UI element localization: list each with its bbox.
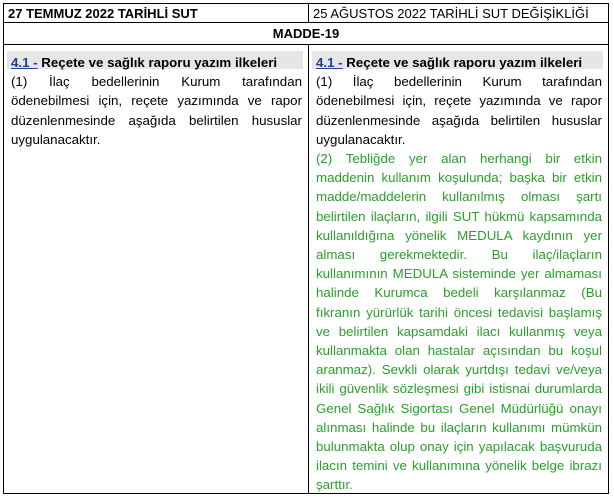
- new-paragraph-1: (1) İlaç bedellerinin Kurum tarafından ödenebilmesi için, reçete yazımında ve rapor düzenlenmesinde aşağıda belirtilen hususlar uygulanacaktır.: [316, 74, 602, 147]
- header-old-title: 27 TEMMUZ 2022 TARİHLİ SUT: [8, 6, 198, 21]
- new-section-number: 4.1 -: [316, 55, 343, 70]
- header-old-version: [4, 4, 309, 22]
- new-section-heading: [316, 53, 602, 72]
- header-new-version: [309, 4, 608, 22]
- old-section-number: 4.1 -: [11, 55, 38, 70]
- old-text-cell: [4, 45, 309, 493]
- new-section-title: Reçete ve sağlık raporu yazım ilkeleri: [342, 55, 583, 70]
- content-row: [4, 45, 608, 493]
- table-header-row: [4, 4, 608, 23]
- new-text-cell: [309, 45, 608, 493]
- comparison-table: [3, 3, 609, 494]
- header-new-title: 25 AĞUSTOS 2022 TARİHLİ SUT DEĞİŞİKLİĞİ: [313, 6, 589, 21]
- article-row: [4, 23, 608, 45]
- old-paragraph-1: (1) İlaç bedellerinin Kurum tarafından ödenebilmesi için, reçete yazımında ve rapor düzenlenmesinde aşağıda belirtilen hususlar uygulanacaktır.: [11, 74, 302, 147]
- old-section-heading: [11, 53, 302, 72]
- new-paragraph-2-added: (2) Tebliğde yer alan herhangi bir etkin maddenin kullanım koşulunda; başka bir etkin madde/maddelerin kullanılmış olması şartı belirtilen ilaçların, ilgili SUT hükmü kapsamında kullanıldığına yönelik MEDULA kaydının yer alması gerekmektedir. Bu ilaç/ilaçların kullanımının MEDULA sisteminde yer almaması halinde Kurumca bedeli karşılanmaz (Bu fıkranın yürürlük tarihi öncesi tedavisi başlamış ve belirtilen kapsamdaki ilacı kullanmış veya kullanmakta olan hastalar açısından bu koşul aranmaz). Sevkli olarak yurtdışı tedavi ve/veya ikili güvenlik sözleşmesi gibi istisnai durumlarda Genel Sağlık Sigortası Genel Müdürlüğü onayı alınması halinde bu ilaçların kullanımı mümkün bulunmakta olup onay için yapılacak başvuruda ilacın temini ve kullanımına yönelik belge ibrazı şarttır.: [316, 151, 602, 493]
- article-label: MADDE-19: [272, 26, 340, 41]
- old-section-title: Reçete ve sağlık raporu yazım ilkeleri: [37, 55, 278, 70]
